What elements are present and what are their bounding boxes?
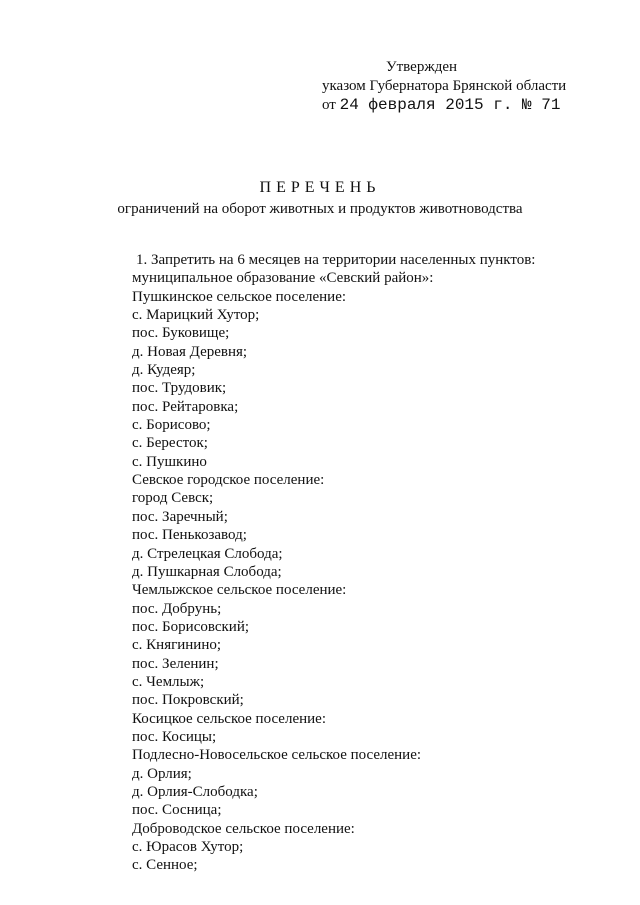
body-line: Подлесно-Новосельское сельское поселение: <box>132 747 422 764</box>
body-line: Доброводское сельское поселение: <box>132 820 355 837</box>
body-line: Пушкинское сельское поселение: <box>132 288 347 305</box>
body-line: д. Новая Деревня; <box>132 343 248 360</box>
body-line: с. Борисово; <box>132 417 211 434</box>
body-line: д. Орлия; <box>132 765 192 782</box>
body-line: Чемлыжское сельское поселение: <box>132 582 347 599</box>
body-line: д. Стрелецкая Слобода; <box>132 545 283 562</box>
document-body <box>132 251 535 875</box>
body-line: Севское городское поселение: <box>132 472 325 489</box>
document-subtitle: ограничений на оборот животных и продуктов животноводства <box>117 201 523 217</box>
approval-date-prefix: от <box>322 97 336 113</box>
approval-line-1: Утвержден <box>386 59 458 75</box>
body-line: пос. Заречный; <box>132 508 228 525</box>
document-title: ПЕРЕЧЕНЬ <box>259 179 381 196</box>
body-line: с. Княгинино; <box>132 637 222 654</box>
body-line: д. Орлия-Слободка; <box>132 783 258 800</box>
body-line: с. Сенное; <box>132 857 198 874</box>
body-line: пос. Добрунь; <box>132 600 222 617</box>
body-line: пос. Пенькозавод; <box>132 527 247 544</box>
body-line: Косицкое сельское поселение: <box>132 710 326 727</box>
approval-date-number: 24 февраля 2015 г. № 71 <box>339 96 561 114</box>
body-line: 1. Запретить на 6 месяцев на территории населенных пунктов: <box>136 252 536 268</box>
body-line: д. Кудеяр; <box>132 362 196 379</box>
body-line: с. Чемлыж; <box>132 673 205 690</box>
body-line: пос. Косицы; <box>132 728 217 745</box>
body-line: пос. Сосница; <box>132 802 222 819</box>
body-line: пос. Рейтаровка; <box>132 398 239 415</box>
body-line: с. Пушкино <box>132 453 207 470</box>
body-line: пос. Буковище; <box>132 325 230 342</box>
body-line: пос. Зеленин; <box>132 655 219 672</box>
body-line: пос. Трудовик; <box>132 380 227 397</box>
body-line: город Севск; <box>132 490 214 507</box>
body-line: с. Бересток; <box>132 435 208 452</box>
body-line: д. Пушкарная Слобода; <box>132 563 282 580</box>
body-line: с. Марицкий Хутор; <box>132 307 260 324</box>
approval-block <box>322 58 566 115</box>
body-line: с. Юрасов Хутор; <box>132 839 244 855</box>
document-heading <box>0 178 640 219</box>
approval-line-3 <box>322 96 566 115</box>
approval-line-2: указом Губернатора Брянской области <box>322 78 567 94</box>
body-line: пос. Борисовский; <box>132 618 250 635</box>
body-line: пос. Покровский; <box>132 692 244 709</box>
body-line: муниципальное образование «Севский район»: <box>132 270 434 287</box>
